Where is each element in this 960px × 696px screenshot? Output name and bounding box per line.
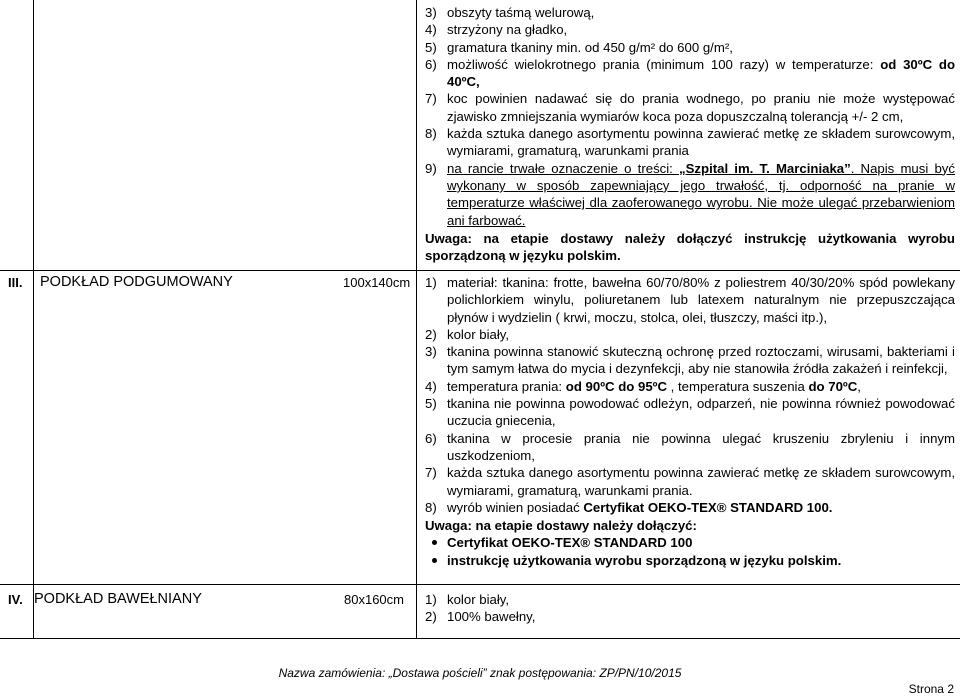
bullet-item: instrukcję użytkowania wyrobu sporządzoną w języku polskim.	[425, 552, 955, 569]
row-divider-4	[0, 584, 960, 585]
table-border-col-size	[416, 0, 417, 639]
list-item: 2) 100% bawełny,	[425, 609, 536, 625]
list-item: 8) wyrób winien posiadać Certyfikat OEKO-TEX® STANDARD 100.	[425, 499, 833, 515]
requirements-list	[425, 274, 955, 569]
list-item: 3) obszyty taśmą welurową,	[425, 5, 595, 20]
delivery-note: Uwaga: na etapie dostawy należy dołączyć:	[425, 518, 697, 534]
list-item: 1) kolor biały,	[425, 592, 510, 607]
list-item: 5) tkanina nie powinna powodować odleżyn, odparzeń, nie powinna również powodować uczucia gniecenia,	[425, 396, 955, 429]
delivery-note: Uwaga: na etapie dostawy należy dołączyć instrukcję użytkowania wyrobu sporządzoną w języku polskim.	[425, 230, 955, 264]
row-number: III.	[8, 275, 23, 290]
list-item: 4) strzyżony na gładko,	[425, 22, 568, 38]
list-item: 1) materiał: tkanina: frotte, bawełna 60/70/80% z poliestrem 40/30/20% spód powlekany polichlorkiem winylu, poliuretanem lub latexem naturalnym nie przepuszczająca płynów i wydzielin ( krwi, moczu, stolca, olei, tłuszczy, maści itp.),	[425, 275, 955, 325]
bullet-item: Certyfikat OEKO-TEX® STANDARD 100	[425, 534, 955, 551]
list-item: 3) tkanina powinna stanowić skuteczną ochronę przed roztoczami, wirusami, bakteriami i tym samym łatwa do mycia i dezynfekcji, aby nie stanowiła źródła zakażeń i reinfekcji,	[425, 344, 955, 377]
product-name: PODKŁAD BAWEŁNIANY	[34, 591, 202, 607]
list-item: 5) gramatura tkaniny min. od 450 g/m² do 600 g/m²,	[425, 39, 733, 55]
table-border-left	[33, 0, 34, 639]
row-divider-3	[0, 270, 960, 271]
page-footer: Nazwa zamówienia: „Dostawa pościeli” znak postępowania: ZP/PN/10/2015	[278, 666, 682, 680]
requirements-list	[425, 591, 955, 626]
product-name: PODKŁAD PODGUMOWANY	[40, 274, 233, 290]
table-border-bottom	[0, 638, 960, 639]
list-item: 6) tkanina w procesie prania nie powinna ulegać kruszeniu zbryleniu i innym uszkodzeniom,	[425, 430, 955, 463]
attachments-list	[425, 534, 955, 569]
row-number: IV.	[8, 592, 23, 607]
list-item: 9) na rancie trwałe oznaczenie o treści: „Szpital im. T. Marciniaka”. Napis musi być wykonany w sposób zapewniający jego trwałość, tj. odporność na pranie w temperaturze właściwej dla zaoferowanego wyrobu. Nie może ulegać przebarwieniom ani farbować.	[425, 160, 955, 228]
list-item: 8) każda sztuka danego asortymentu powinna zawierać metkę ze składem surowcowym, wymiarami, gramaturą, warunkami prania	[425, 126, 955, 159]
list-item: 4) temperatura prania: od 90ºC do 95ºC , temperatura suszenia do 70ºC,	[425, 378, 861, 394]
list-item: 7) każda sztuka danego asortymentu powinna zawierać metkę ze składem surowcowym, wymiarami, gramaturą, warunkami prania.	[425, 465, 955, 498]
list-item: 7) koc powinien nadawać się do prania wodnego, po praniu nie może występować zjawisko zmniejszania wymiarów koca poza dopuszczalną tolerancją +/- 2 cm,	[425, 91, 955, 124]
requirements-list-continued	[425, 4, 955, 264]
list-item: 6) możliwość wielokrotnego prania (minimum 100 razy) w temperaturze: od 30ºC do 40ºC,	[425, 56, 955, 90]
product-size: 100x140cm	[343, 275, 411, 290]
list-item: 2) kolor biały,	[425, 326, 510, 342]
product-size: 80x160cm	[344, 592, 404, 607]
page-number: Strona 2	[908, 682, 954, 696]
